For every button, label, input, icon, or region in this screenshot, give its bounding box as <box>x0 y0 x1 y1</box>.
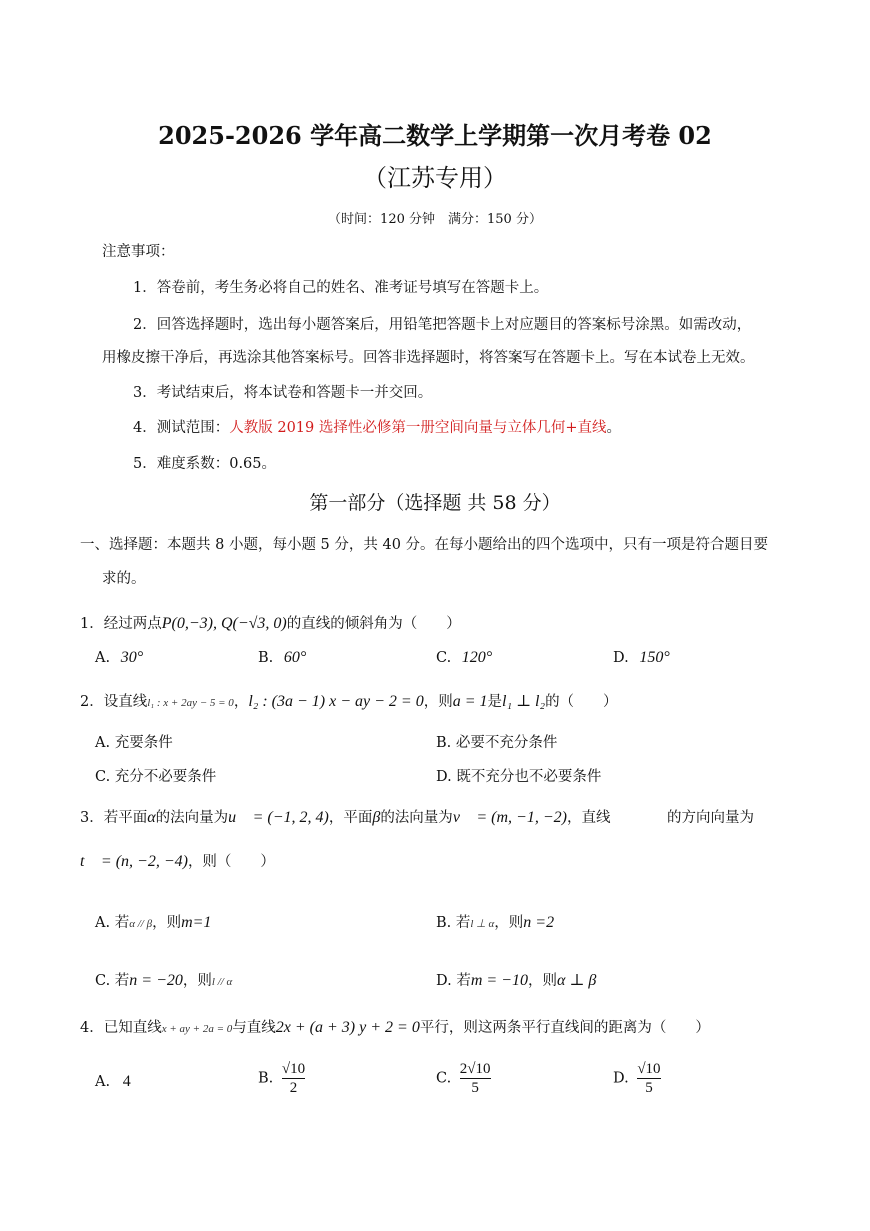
q4-option-a <box>95 1073 131 1091</box>
q3-text: 3．若平面 <box>80 810 148 826</box>
fraction-numerator: √10 <box>281 1061 306 1077</box>
q3-option-text: ，则 <box>527 973 557 989</box>
q3-option-text: 若 <box>456 973 471 989</box>
q3-option-text: 若 <box>114 973 130 989</box>
q2-option-c <box>95 765 216 786</box>
fraction-denominator: 5 <box>471 1080 479 1096</box>
q2-perp: l₁ ⊥ l₂ <box>502 693 546 710</box>
q3-option-label: D. <box>436 973 452 989</box>
q4-option-label: C. <box>436 1070 452 1087</box>
q4-option-fraction <box>282 1060 305 1097</box>
q2-option-value: 充分不必要条件 <box>114 769 217 785</box>
q1-option-value: 150° <box>639 649 670 666</box>
q2-option-value: 既不充分也不必要条件 <box>456 769 602 785</box>
q4-option-label: A. <box>95 1074 111 1090</box>
q3-option-a <box>95 911 211 932</box>
q3-option-text: ，则 <box>494 915 524 931</box>
q2-option-value: 必要不充分条件 <box>455 735 558 751</box>
q4-line2: 2x + (a + 3) y + 2 = 0 <box>275 1019 420 1036</box>
q3-option-result: n =2 <box>523 914 555 931</box>
q1-option-d <box>613 649 670 667</box>
exam-meta: （时间：120 分钟 满分：150 分） <box>328 212 542 227</box>
q1-option-label: D. <box>613 650 629 666</box>
q1-option-c <box>436 649 492 667</box>
q3-vector-u: u⃗ = (−1, 2, 4) <box>228 809 329 826</box>
q4-option-value: 4 <box>122 1073 131 1090</box>
q2-option-label: A. <box>95 735 111 751</box>
notice-item-1: 1．答卷前，考生务必将自己的姓名、准考证号填写在答题卡上。 <box>133 280 549 296</box>
q2-option-value: 充要条件 <box>114 735 173 751</box>
q3-beta: β <box>372 809 381 826</box>
q2-option-b <box>436 731 557 752</box>
q4-option-d <box>613 1060 661 1097</box>
test-scope: 人教版 2019 选择性必修第一册空间向量与立体几何+直线 <box>229 420 607 436</box>
q3-option-text: ，则 <box>182 973 212 989</box>
q2-option-a <box>95 731 173 752</box>
q1-math: P(0,−3), Q(−√3, 0) <box>161 615 287 632</box>
question-1 <box>80 612 461 633</box>
q3-text: 的法向量为 <box>155 810 229 826</box>
q1-option-value: 60° <box>283 649 307 666</box>
q4-option-c <box>436 1060 491 1097</box>
q4-option-b <box>258 1060 305 1097</box>
q3-option-text: 若 <box>455 915 471 931</box>
q4-option-label: D. <box>613 1070 629 1087</box>
q3-option-text: ，则 <box>152 915 182 931</box>
q4-mid: 与直线 <box>232 1020 276 1036</box>
notice-item-2-cont: 用橡皮擦干净后，再选涂其他答案标号。回答非选择题时，将答案写在答题卡上。写在本试卷上无效。 <box>102 350 755 366</box>
q2-option-label: B. <box>436 735 452 751</box>
notice-item-5: 5．难度系数：0.65。 <box>133 456 277 472</box>
q3-text: 的法向量为 <box>380 810 453 826</box>
q4-option-label: B. <box>258 1070 274 1087</box>
notice-heading: 注意事项： <box>102 244 175 260</box>
q4-option-fraction <box>460 1060 491 1097</box>
q1-option-value: 30° <box>120 649 144 666</box>
q2-prefix: 2．设直线 <box>80 694 148 710</box>
q2-suffix: 的（ ） <box>545 694 618 710</box>
notice-item-4-prefix: 4．测试范围： <box>133 420 230 436</box>
q4-option-fraction <box>637 1060 660 1097</box>
q3-option-b <box>436 911 554 932</box>
q3-vector-v: v⃗ = (m, −1, −2) <box>452 809 567 826</box>
page-subtitle: （江苏专用） <box>363 164 507 192</box>
q3-text-direction: 的方向向量为 <box>667 810 754 826</box>
q3-alpha: α <box>147 809 156 826</box>
fraction-denominator: 5 <box>645 1080 653 1096</box>
q1-option-a <box>95 649 143 667</box>
q3-option-label: C. <box>95 973 111 989</box>
fraction-numerator: √10 <box>637 1061 661 1077</box>
q2-line1: l₁ : x + 2ay − 5 = 0 <box>147 697 234 709</box>
q1-option-label: A. <box>95 650 111 666</box>
q1-suffix: 的直线的倾斜角为（ ） <box>286 616 461 632</box>
q1-option-label: B. <box>258 650 274 666</box>
q2-condition: a = 1 <box>452 693 488 710</box>
q3-option-math: m = −10 <box>470 972 528 989</box>
question-3-cont <box>80 850 275 871</box>
q2-mid: ，则 <box>423 694 453 710</box>
q3-option-result: α ⊥ β <box>556 972 597 989</box>
q2-comma: ， <box>233 694 249 710</box>
notice-item-2: 2．回答选择题时，选出每小题答案后，用铅笔把答题卡上对应题目的答案标号涂黑。如需改动， <box>133 317 752 333</box>
q1-option-value: 120° <box>461 649 493 666</box>
section-intro-cont: 求的。 <box>102 571 146 587</box>
question-2 <box>80 690 618 711</box>
q1-option-b <box>258 649 306 667</box>
fraction-denominator: 2 <box>289 1080 298 1096</box>
q3-option-text: 若 <box>114 915 130 931</box>
q2-is: 是 <box>487 694 502 710</box>
q3-option-result: m=1 <box>181 914 212 931</box>
q4-prefix: 4．已知直线 <box>80 1020 162 1036</box>
notice-item-3: 3．考试结束后，将本试卷和答题卡一并交回。 <box>133 385 433 401</box>
q3-option-math: α // β <box>129 918 153 930</box>
question-3 <box>80 806 610 827</box>
q3-option-math: n = −20 <box>129 972 183 989</box>
question-4 <box>80 1016 710 1037</box>
q2-option-label: C. <box>95 769 111 785</box>
q3-option-d <box>436 969 596 990</box>
q3-text: ，平面 <box>328 810 373 826</box>
q3-option-label: B. <box>436 915 452 931</box>
notice-item-4 <box>133 416 621 437</box>
q3-option-label: A. <box>95 915 111 931</box>
q2-line2: l₂ : (3a − 1) x − ay − 2 = 0 <box>248 693 424 710</box>
q3-text: ，则（ ） <box>187 854 275 870</box>
q2-option-label: D. <box>436 769 452 785</box>
q3-vector-t: t⃗ = (n, −2, −4) <box>80 853 188 870</box>
page-title: 2025-2026 学年高二数学上学期第一次月考卷 02 <box>158 121 712 150</box>
q3-option-result: l // α <box>211 976 233 988</box>
notice-item-4-suffix: 。 <box>606 420 622 436</box>
section-title: 第一部分（选择题 共 58 分） <box>309 492 561 514</box>
q4-suffix: 平行，则这两条平行直线间的距离为（ ） <box>419 1020 710 1036</box>
q2-option-d <box>436 765 601 786</box>
q3-option-c <box>95 969 232 990</box>
q1-prefix: 1．经过两点 <box>80 616 162 632</box>
section-intro: 一、选择题：本题共 8 小题，每小题 5 分，共 40 分。在每小题给出的四个选项中，只有一项是符合题目要 <box>80 537 769 553</box>
q4-line1: x + ay + 2a = 0 <box>161 1023 233 1035</box>
q1-option-label: C. <box>436 650 452 666</box>
q3-text: ，直线 <box>566 810 611 826</box>
fraction-numerator: 2√10 <box>459 1061 491 1077</box>
q3-option-math: l ⊥ α <box>470 918 495 930</box>
